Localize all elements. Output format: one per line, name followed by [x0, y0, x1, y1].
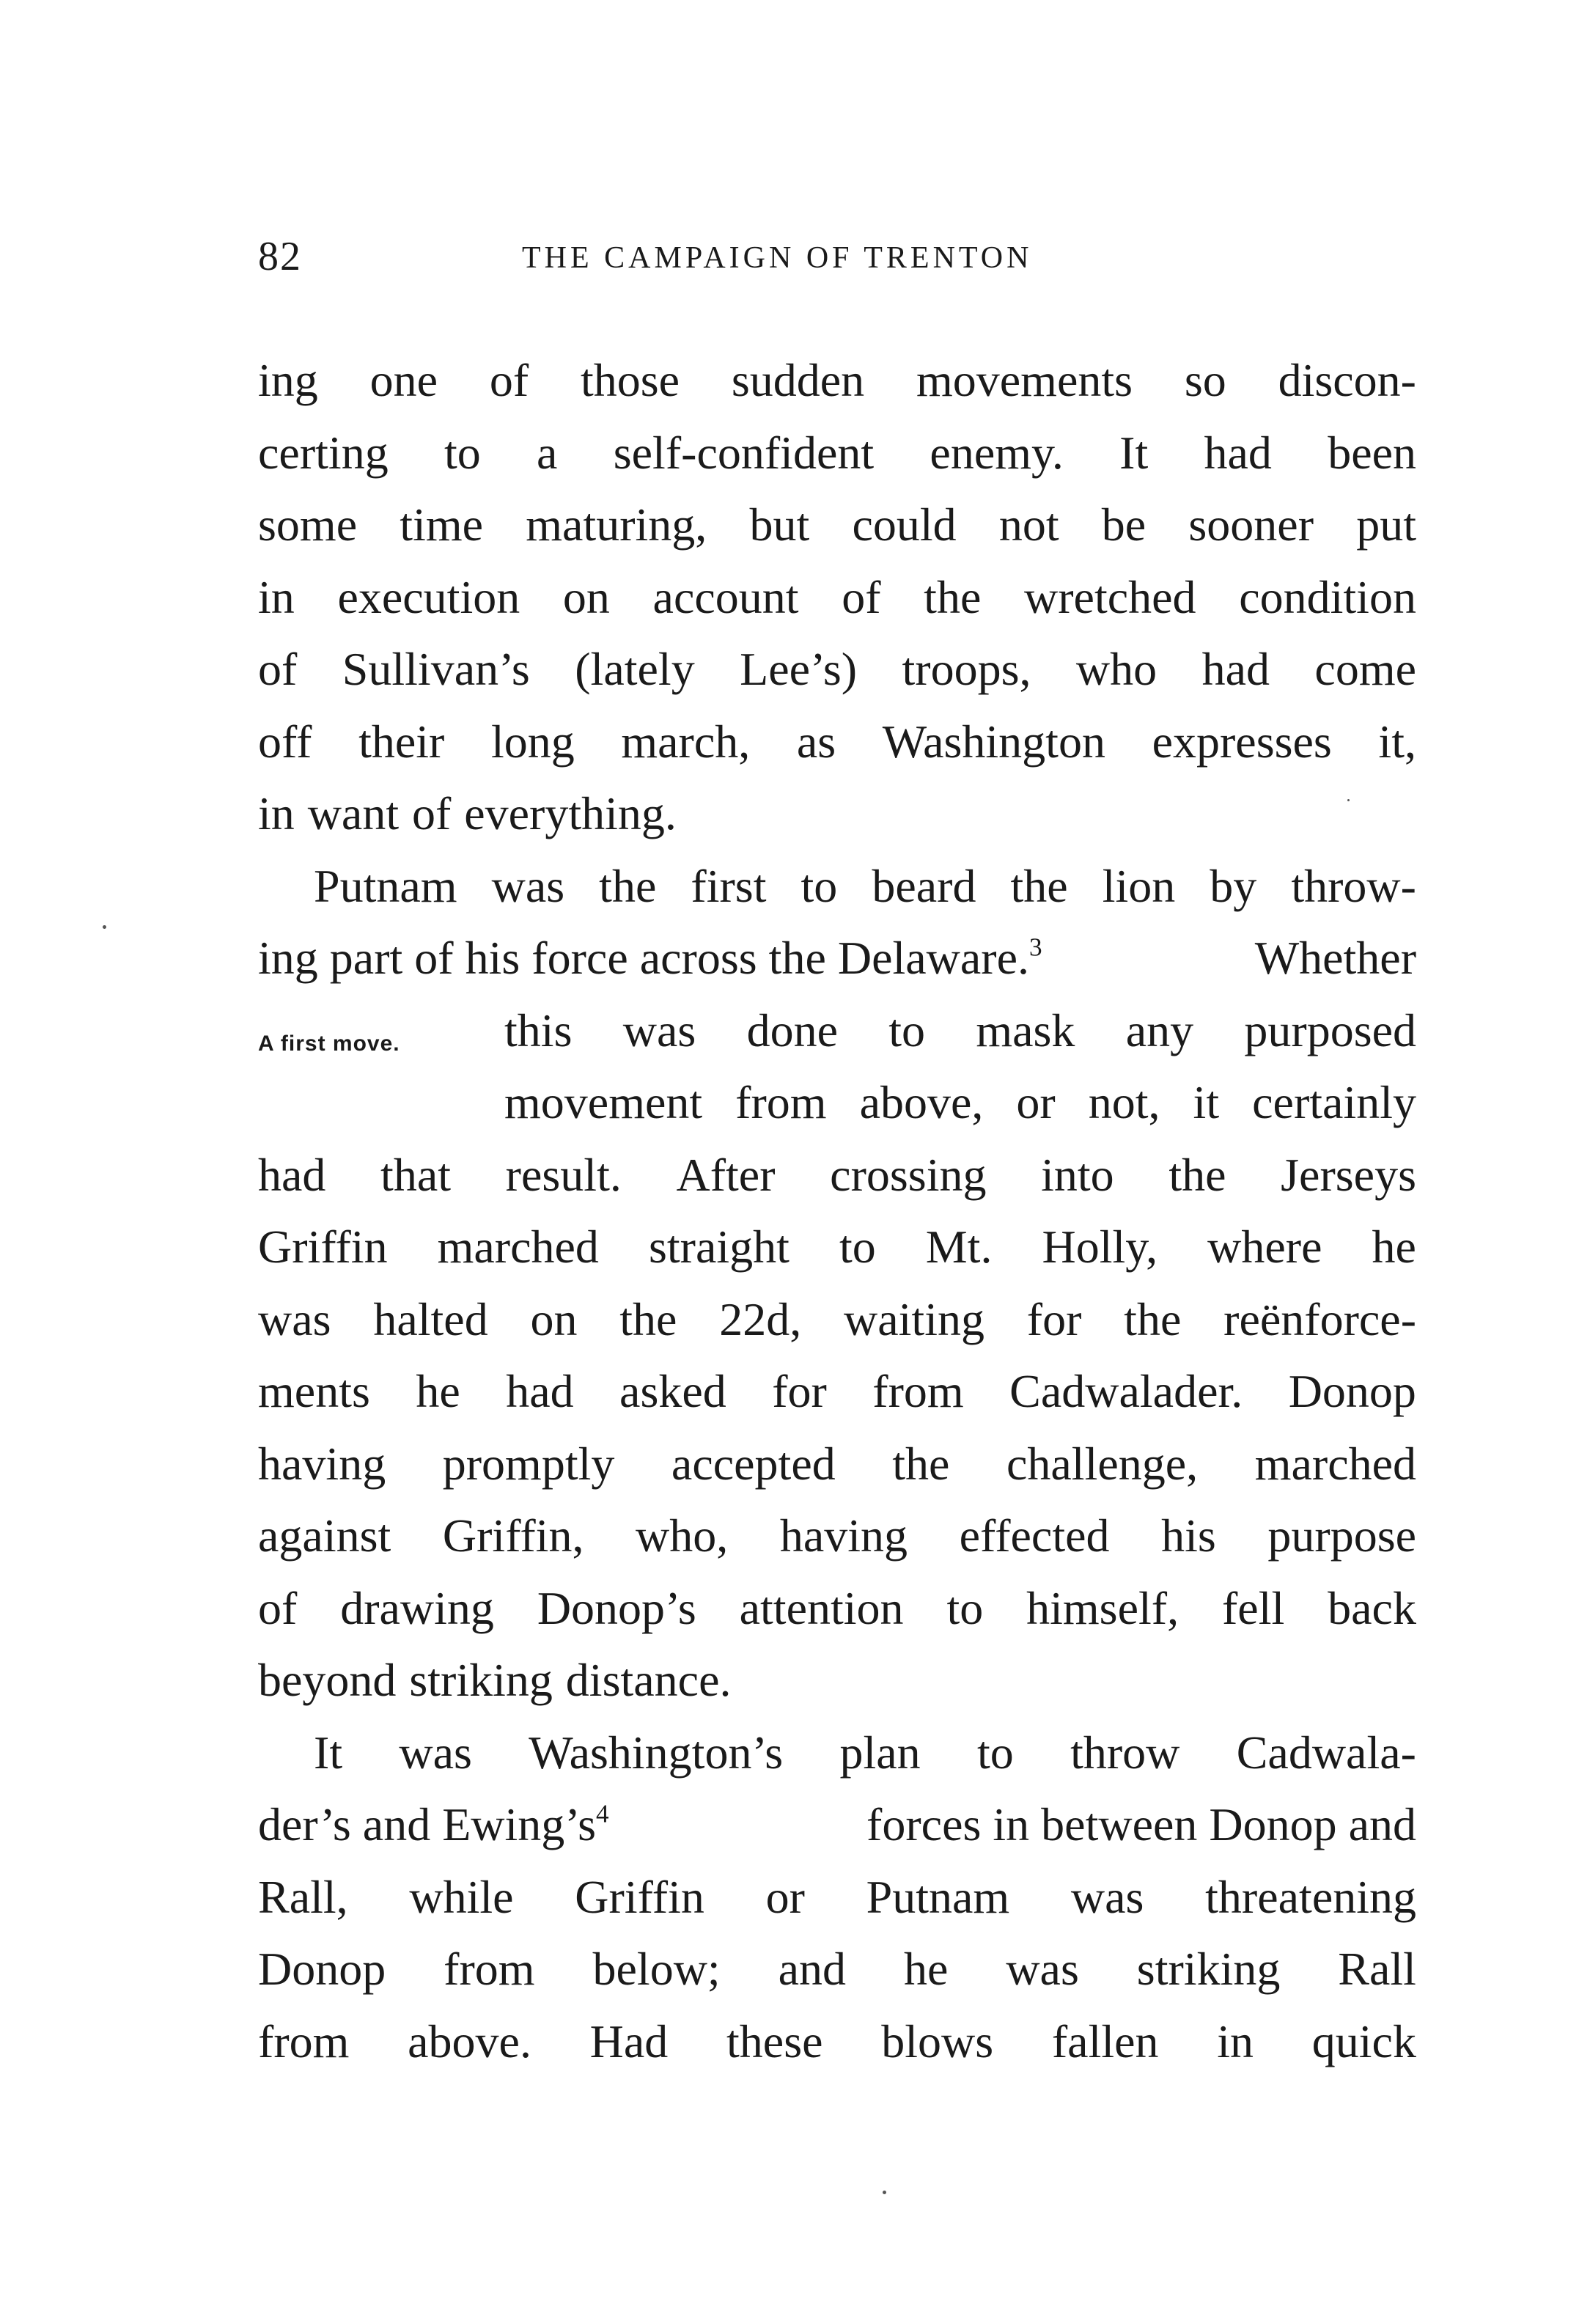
text-line: some time maturing, but could not be sooner put: [258, 499, 1416, 551]
text-line: in execution on account of the wretched condition: [258, 570, 1416, 623]
text-line: certing to a self-confident enemy. It had been: [258, 426, 1416, 479]
text-fragment: Whether: [1254, 932, 1416, 984]
text-line: off their long march, as Washington expresses it,: [258, 715, 1416, 768]
text-line: movement from above, or not, it certainly: [504, 1076, 1416, 1128]
text-line: Putnam was the first to beard the lion by throw-: [314, 859, 1416, 912]
footnote-ref: 4: [595, 1799, 609, 1828]
text-line: Donop from below; and he was striking Rall: [258, 1943, 1416, 1995]
body-text: [258, 345, 1416, 2078]
text-line-with-footnote: [258, 1789, 1416, 1861]
text-line: beyond striking distance.: [258, 1654, 732, 1706]
text-line: against Griffin, who, having effected his purpose: [258, 1510, 1416, 1562]
text-line: in want of everything.: [258, 787, 677, 839]
page-number: 82: [258, 234, 302, 279]
text-fragment: der’s and Ewing’s: [258, 1798, 596, 1850]
text-line-with-footnote: [258, 922, 1416, 995]
text-line: of drawing Donop’s attention to himself, fell back: [258, 1581, 1416, 1634]
margin-note: A first move.: [258, 1032, 400, 1056]
text-line: It was Washington’s plan to throw Cadwala-: [314, 1726, 1416, 1779]
text-line: this was done to mask any purposed: [504, 1004, 1416, 1056]
text-line: from above. Had these blows fallen in quick: [258, 2015, 1416, 2067]
footnote-ref: 3: [1029, 933, 1042, 962]
text-line: Griffin marched straight to Mt. Holly, where he: [258, 1221, 1416, 1273]
page-header: [258, 233, 1416, 284]
text-line: ing one of those sudden movements so discon-: [258, 354, 1416, 406]
text-line: had that result. After crossing into the Jerseys: [258, 1148, 1416, 1201]
text-line: of Sullivan’s (lately Lee’s) troops, who had come: [258, 643, 1416, 695]
running-title: THE CAMPAIGN OF TRENTON: [522, 241, 1033, 275]
text-line: was halted on the 22d, waiting for the reënforce-: [258, 1292, 1416, 1345]
text-fragment: forces in between Donop and: [866, 1798, 1416, 1850]
scan-speck: [1347, 799, 1350, 801]
text-line: Rall, while Griffin or Putnam was threatening: [258, 1870, 1416, 1923]
text-line: ments he had asked for from Cadwalader. Donop: [258, 1365, 1416, 1417]
text-fragment: ing part of his force across the Delaware.: [258, 932, 1029, 984]
text-line: having promptly accepted the challenge, marched: [258, 1437, 1416, 1490]
scan-speck: [883, 2191, 886, 2194]
scan-speck: [103, 925, 106, 929]
